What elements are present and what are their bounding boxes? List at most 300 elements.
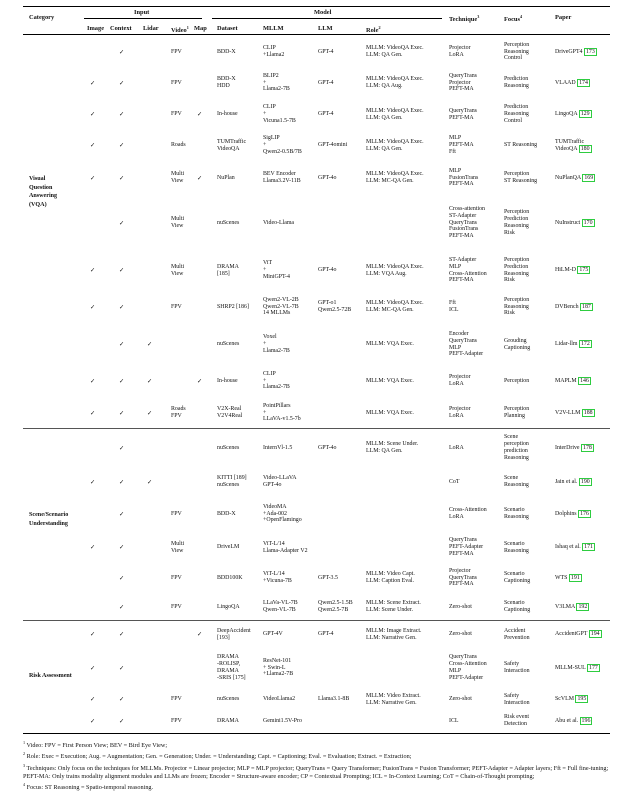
mllm-name: ViT-L/14 — [263, 540, 285, 547]
focus-text: Reasoning — [504, 223, 529, 229]
paper-citation: TUMTraffic — [555, 138, 585, 145]
context-check: ✓ — [119, 267, 125, 275]
paper-citation: Abu et al. 196 — [555, 717, 591, 724]
table-bottom-rule — [23, 733, 610, 734]
mllm-name: PointPillars — [263, 402, 291, 409]
paper-citation: Dolphins 176 — [555, 510, 589, 517]
dataset-name: LingoQA — [217, 603, 240, 610]
technique-name: Cross-Attention — [449, 507, 487, 514]
paper-citation: Jain et al. 190 — [555, 478, 590, 485]
mllm-name: Llama2-7B — [263, 384, 290, 391]
focus-text: Reasoning — [504, 303, 529, 310]
context-check: ✓ — [119, 664, 125, 672]
mllm-name: LLaVa-VL-7B — [263, 600, 298, 607]
llm-name: Qwen2.5-72B — [318, 307, 352, 313]
header-context: Context — [110, 25, 132, 32]
context-check: ✓ — [119, 544, 125, 552]
map-check: ✓ — [197, 174, 203, 182]
technique-name: ICL — [449, 307, 459, 313]
role-text: LLM: QA Gen. — [366, 52, 403, 58]
mllm-name: + — [263, 409, 267, 416]
focus-text: prediction — [504, 448, 528, 454]
citation-link[interactable]: 192 — [578, 603, 588, 610]
image-check: ✓ — [90, 111, 96, 119]
technique-name: QueryTrans — [449, 72, 477, 79]
role-text: LLM: MC-QA Gen. — [366, 307, 414, 313]
role-text: LLM: QA Gen. — [366, 114, 403, 121]
technique-name: MLP — [449, 344, 462, 351]
citation-link[interactable]: 195 — [577, 696, 587, 703]
focus-text: ST Reasoning — [504, 142, 538, 149]
context-check: ✓ — [119, 111, 125, 119]
llm-name: GPT-4o — [318, 444, 337, 451]
focus-text: Prevention — [504, 634, 530, 641]
citation-link[interactable]: 172 — [580, 341, 590, 348]
citation-link[interactable]: 176 — [580, 510, 589, 517]
mllm-name: Qwen-VL-7B — [263, 607, 296, 613]
citation-link[interactable]: 170 — [583, 219, 593, 226]
image-check: ✓ — [90, 303, 96, 311]
paper-citation: MAPLM 146 — [555, 377, 589, 384]
technique-name: Zero-shot — [449, 631, 472, 638]
header-lidar: Lidar — [143, 25, 159, 32]
dataset-name: HDD — [217, 83, 230, 89]
paper-citation: NuInstruct 170 — [555, 219, 593, 226]
image-check: ✓ — [90, 79, 96, 87]
technique-name: PEFT-MA — [449, 581, 474, 588]
dataset-name: nuScenes — [217, 341, 240, 348]
mllm-name: GPT-4V — [263, 631, 283, 638]
technique-name: PEFT-Adapter — [449, 351, 484, 358]
citation-link[interactable]: 196 — [581, 717, 591, 724]
mllm-name: Qwen2-VL-2B — [263, 296, 299, 303]
role-text: MLLM: Scene Under. — [366, 441, 419, 448]
citation-link[interactable]: 177 — [589, 664, 598, 671]
role-text: LLM: Caption Eval. — [366, 578, 414, 584]
dataset-name: V2V4Real — [217, 413, 243, 419]
technique-name: MLP — [449, 135, 462, 142]
mllm-name: + — [263, 142, 267, 149]
technique-name: ST-Adapter — [449, 212, 477, 219]
video-type: Multi — [171, 263, 185, 270]
context-check: ✓ — [119, 79, 125, 87]
header-dataset: Dataset — [217, 25, 238, 32]
technique-name: LoRA — [449, 444, 464, 451]
llm-name: GPT-4 — [318, 48, 334, 55]
technique-name: LoRA — [449, 381, 464, 387]
technique-name: Fft — [449, 300, 456, 307]
mllm-name: Gemini1.5V-Pro — [263, 717, 302, 724]
focus-text: Scene — [504, 434, 519, 441]
role-text: MLLM: Video Capt. — [366, 571, 415, 578]
focus-text: Reasoning — [504, 111, 529, 118]
technique-name: Zero-shot — [449, 696, 472, 703]
context-check: ✓ — [119, 478, 125, 486]
header-model-group: Model — [314, 9, 332, 16]
category-label: Answering — [29, 193, 58, 200]
mllm-name: CLIP — [263, 104, 276, 111]
technique-name: PEFT-MA — [449, 233, 474, 240]
focus-text: Captioning — [504, 578, 531, 584]
role-text: LLM: MC-QA Gen. — [366, 178, 414, 184]
focus-text: Interaction — [504, 668, 530, 674]
header-paper: Paper — [555, 14, 572, 21]
mllm-name: Video-LLaVA — [263, 475, 297, 482]
mllm-name: Video-Llama — [263, 219, 295, 226]
paper-citation: HiLM-D 175 — [555, 267, 589, 274]
llm-name: GPT-4o — [318, 267, 337, 274]
video-type: FPV — [171, 48, 182, 55]
focus-text: Scenario — [504, 540, 525, 547]
mllm-name: VideoLlama2 — [263, 696, 296, 703]
dataset-name: -ROLISP, — [217, 661, 241, 668]
context-check: ✓ — [119, 631, 125, 639]
lidar-check: ✓ — [147, 341, 153, 349]
paper-citation: Lidar-llm 172 — [555, 341, 590, 348]
group-rule — [23, 428, 610, 429]
video-type: FPV — [171, 717, 182, 724]
mllm-name: ViT-L/14 — [263, 571, 285, 578]
focus-text: Captioning — [504, 344, 531, 351]
mllm-name: Llama2-7B — [263, 86, 290, 93]
paper-citation: LingoQA 129 — [555, 111, 590, 118]
image-check: ✓ — [90, 142, 96, 150]
focus-text: Grouding — [504, 337, 527, 344]
context-check: ✓ — [119, 174, 125, 182]
video-type: Multi — [171, 216, 185, 223]
dataset-name: BDD100K — [217, 574, 243, 581]
llm-name: GPT-4omini — [318, 142, 348, 149]
llm-name: GPT-o1 — [318, 300, 337, 307]
mllm-name: ResNet-101 — [263, 657, 292, 664]
mllm-name: +Ada-002 — [263, 510, 287, 517]
technique-name: QueryTrans — [449, 337, 477, 344]
technique-name: QueryTrans — [449, 107, 477, 114]
focus-text: Risk — [504, 229, 515, 236]
table-top-rule — [23, 6, 610, 7]
mllm-name: Voxel — [263, 334, 277, 341]
focus-text: Reasoning — [504, 83, 529, 89]
mllm-name: VideoMA — [263, 503, 287, 510]
technique-name: PEFT-MA — [449, 181, 474, 188]
citation-link[interactable]: 191 — [570, 574, 580, 581]
citation-link[interactable]: 194 — [590, 631, 600, 638]
context-check: ✓ — [119, 409, 125, 417]
mllm-name: SigLIP — [263, 135, 280, 142]
mllm-name: + — [263, 267, 267, 274]
video-type: FPV — [171, 79, 182, 86]
context-check: ✓ — [119, 510, 125, 518]
footnote-focus: $^4$ Focus: ST Reasoning = Spatio-temporal reasoning. — [23, 782, 154, 792]
video-type: Multi — [171, 540, 185, 547]
role-text: MLLM: VideoQA Exec. — [366, 263, 424, 270]
citation-link[interactable]: 180 — [580, 145, 590, 152]
context-check: ✓ — [119, 219, 125, 227]
context-check: ✓ — [119, 48, 125, 56]
citation-link[interactable]: 174 — [579, 79, 588, 86]
llm-name: GPT-4 — [318, 631, 334, 638]
dataset-name: In-house — [217, 377, 238, 384]
llm-name: GPT-3.5 — [318, 574, 338, 581]
category-label: Question — [29, 184, 53, 191]
video-type: View — [171, 223, 184, 229]
llm-name: Llama3.1-8B — [318, 696, 350, 703]
llm-name: GPT-4o — [318, 174, 337, 181]
header-llm: LLM — [318, 25, 333, 32]
mllm-name: + Swin-L — [263, 664, 286, 671]
mllm-name: +Llama2-7B — [263, 671, 294, 678]
citation-link[interactable]: 146 — [580, 377, 589, 384]
focus-text: Scenario — [504, 507, 525, 514]
technique-name: Projector — [449, 406, 471, 413]
technique-name: QueryTrans — [449, 219, 477, 226]
llm-name: Qwen2.5-7B — [318, 607, 349, 613]
technique-name: LoRA — [449, 514, 464, 520]
focus-text: Planning — [504, 413, 525, 419]
dataset-name: [193] — [217, 634, 230, 641]
paper-citation: NuPlanQA 169 — [555, 174, 594, 181]
footnote-role: $^2$ Role: Exec = Execution; Aug. = Augmentation; Gen. = Generation; Under. = Understanding; Capt. = Captioning; Eval. = Evaluation; Extract. = Extraction; — [23, 751, 412, 761]
technique-name: Encoder — [449, 330, 469, 337]
dataset-name: V2X-Real — [217, 406, 242, 413]
video-type: Roads — [171, 406, 186, 413]
focus-text: Safety — [504, 692, 520, 699]
role-text: MLLM: VideoQA Exec. — [366, 138, 424, 145]
image-check: ✓ — [90, 717, 96, 725]
header-map: Map — [194, 25, 207, 32]
technique-name: Zero-shot — [449, 603, 472, 610]
image-check: ✓ — [90, 696, 96, 704]
dataset-name: -SRIS [175] — [217, 674, 246, 681]
focus-text: Scenario — [504, 600, 525, 607]
paper-citation: DVBench 187 — [555, 303, 591, 310]
paper-citation: DriveGPT4 173 — [555, 48, 595, 55]
technique-name: FusionTrans — [449, 226, 479, 233]
dataset-name: nuScenes — [217, 219, 240, 226]
technique-name: CoT — [449, 478, 460, 485]
mllm-name: InternVl-1.5 — [263, 444, 293, 451]
technique-name: Fft — [449, 148, 456, 155]
video-type: FPV — [171, 413, 182, 419]
mllm-name: Qwen2-0.5B/7B — [263, 148, 302, 155]
technique-name: LoRA — [449, 413, 464, 419]
video-type: Roads — [171, 142, 186, 149]
role-text: LLM: Narrative Gen. — [366, 699, 417, 706]
dataset-name: DeepAccident — [217, 627, 251, 634]
category-label: (VQA) — [29, 201, 47, 208]
group-rule — [23, 620, 610, 621]
technique-name: Cross-Attention — [449, 661, 487, 668]
focus-text: Interaction — [504, 699, 530, 706]
map-check: ✓ — [197, 111, 203, 119]
role-text: MLLM: Image Extract. — [366, 627, 422, 634]
technique-name: PEFT-MA — [449, 86, 474, 93]
header-category: Category — [29, 14, 55, 21]
dataset-name: VideoQA — [217, 145, 240, 152]
focus-text: Perception — [504, 171, 530, 178]
dataset-name: TUMTraffic — [217, 138, 247, 145]
citation-link[interactable]: 171 — [584, 544, 593, 551]
technique-name: QueryTrans — [449, 654, 477, 661]
citation-link[interactable]: 169 — [584, 174, 594, 181]
technique-name: Projector — [449, 567, 471, 574]
category-label: Risk Assessment — [29, 673, 72, 679]
mllm-name: ViT — [263, 260, 273, 267]
technique-name: PEFT-Adapter — [449, 674, 484, 681]
technique-name: MLP — [449, 167, 462, 174]
lidar-check: ✓ — [147, 377, 153, 385]
category-label: Understanding — [29, 520, 68, 527]
citation-link[interactable]: 175 — [579, 267, 589, 274]
mllm-name: Llama3.2V-11B — [263, 178, 301, 184]
role-text: LLM: Narrative Gen. — [366, 634, 417, 641]
role-text: MLLM: VideoQA Exec. — [366, 107, 424, 114]
focus-text: Captioning — [504, 607, 531, 613]
technique-name: QueryTrans — [449, 537, 477, 544]
context-check: ✓ — [119, 444, 125, 452]
lidar-check: ✓ — [147, 409, 153, 417]
mllm-name: + — [263, 79, 267, 86]
focus-text: Prediction — [504, 104, 529, 111]
focus-text: perception — [504, 441, 529, 448]
mllm-name: MiniGPT-4 — [263, 273, 290, 280]
role-text: MLLM: Scene Extract. — [366, 600, 421, 607]
dataset-name: DRAMA — [217, 668, 239, 674]
citation-link[interactable]: 173 — [585, 48, 595, 55]
dataset-name: DriveLM — [217, 544, 240, 551]
header-technique: Technique$^3$ — [449, 14, 480, 24]
citation-link[interactable]: 178 — [583, 444, 592, 451]
video-type: FPV — [171, 510, 182, 517]
role-text: LLM: QA Gen. — [366, 145, 403, 152]
dataset-name: BDD-X — [217, 48, 236, 55]
focus-text: Reasoning — [504, 547, 529, 554]
citation-link[interactable]: 187 — [582, 303, 591, 310]
header-bottom-rule — [23, 34, 610, 35]
mllm-name: Vicuna1.5-7B — [263, 117, 296, 124]
header-mllm: MLLM — [263, 25, 284, 32]
focus-text: Scene — [504, 475, 519, 482]
header-image: Image — [87, 25, 105, 32]
focus-text: Reasoning — [504, 482, 529, 488]
mllm-name: +Llama2 — [263, 52, 285, 58]
map-check: ✓ — [197, 631, 203, 639]
video-type: View — [171, 270, 184, 277]
llm-name: GPT-4 — [318, 111, 334, 118]
technique-name: Projector — [449, 45, 471, 52]
focus-text: Reasoning — [504, 514, 529, 520]
focus-text: Perception — [504, 377, 530, 384]
video-type: FPV — [171, 603, 182, 610]
focus-text: Perception — [504, 406, 530, 413]
dataset-name: DRAMA — [217, 263, 239, 270]
paper-citation: InterDrive 178 — [555, 444, 592, 451]
dataset-name: NuPlan — [217, 174, 235, 181]
technique-name: Cross-Attention — [449, 270, 487, 277]
header-focus: Focus$^4$ — [504, 14, 523, 24]
mllm-name: Llama2-7B — [263, 347, 290, 354]
role-text: MLLM: VQA Exec. — [366, 409, 414, 416]
citation-link[interactable]: 129 — [580, 111, 590, 118]
paper-citation: ScVLM 195 — [555, 696, 587, 703]
technique-name: LoRA — [449, 52, 464, 58]
role-text: LLM: VQA Aug. — [366, 270, 407, 277]
technique-name: FusionTrans — [449, 174, 479, 181]
category-label: Scene/Scenario — [29, 512, 69, 518]
video-type: View — [171, 547, 184, 554]
technique-name: PEFT-Adapter — [449, 544, 484, 551]
model-group-rule — [212, 18, 442, 19]
role-text: MLLM: VQA Exec. — [366, 341, 414, 348]
mllm-name: LLaVA-v1.5-7b — [263, 416, 301, 423]
role-text: MLLM: VideoQA Exec. — [366, 76, 424, 83]
footnote-techniques: $^3$ Techniques: Only focus on the techniques for MLLMs. Projector = Linear projector; MLP = MLP projector; QueryTrans = Query Transformer; FusionTrans = Fusion Transformer; PEFT-Adapter = Adapter layers; Fft = Full fine-tuning; PEFT-MA: Only trains modality alignment modules and LLMs are frozen; Encoder = Structure-aware encoder; CP = Contextual Prompting; ICL = In-Context Learning; CoT = Chain-of-Thought prompting; — [23, 762, 609, 780]
image-check: ✓ — [90, 174, 96, 182]
footnotes — [23, 739, 613, 792]
mllm-name: +Vicuna-7B — [263, 578, 292, 584]
mllm-name: GPT-4o — [263, 482, 282, 488]
video-type: FPV — [171, 111, 182, 118]
citation-link[interactable]: 188 — [583, 409, 593, 416]
technique-name: PEFT-MA — [449, 550, 474, 557]
role-text: MLLM: VideoQA Exec. — [366, 171, 424, 178]
context-check: ✓ — [119, 377, 125, 385]
context-check: ✓ — [119, 603, 125, 611]
video-type: Multi — [171, 171, 185, 178]
focus-text: Risk event — [504, 714, 530, 721]
focus-text: Scenario — [504, 571, 525, 578]
footnote-video: $^1$ Video: FPV = First Person View; BEV = Bird Eye View; — [23, 740, 168, 750]
focus-text: Control — [504, 55, 522, 62]
mllm-name: BLIP2 — [263, 72, 279, 79]
context-check: ✓ — [119, 142, 125, 150]
mllm-name: + — [263, 111, 267, 118]
image-check: ✓ — [90, 544, 96, 552]
role-text: MLLM: VideoQA Exec. — [366, 45, 424, 52]
header-role: Role$^2$ — [366, 25, 381, 35]
technique-name: ST-Adapter — [449, 256, 477, 263]
image-check: ✓ — [90, 478, 96, 486]
mllm-name: Qwen2-VL-7B — [263, 303, 299, 310]
header-video: Video$^1$ — [171, 25, 189, 35]
technique-name: Cross-attention — [449, 206, 485, 212]
dataset-name: DRAMA — [217, 654, 239, 661]
video-type: FPV — [171, 303, 182, 310]
image-check: ✓ — [90, 631, 96, 639]
image-check: ✓ — [90, 267, 96, 275]
llm-name: GPT-4 — [318, 79, 334, 86]
focus-text: Prediction — [504, 263, 529, 270]
technique-name: Projector — [449, 79, 471, 86]
citation-link[interactable]: 190 — [580, 478, 590, 485]
focus-text: Perception — [504, 256, 530, 263]
technique-name: MLP — [449, 668, 462, 674]
focus-text: Prediction — [504, 76, 529, 83]
dataset-name: nuScenes — [217, 482, 240, 488]
dataset-name: DRAMA — [217, 717, 239, 724]
mllm-name: Llama-Adapter V2 — [263, 547, 308, 554]
paper-citation: MLLM-SUL 177 — [555, 664, 598, 671]
technique-name: Projector — [449, 374, 471, 381]
focus-text: Reasoning — [504, 454, 529, 461]
focus-text: Reasoning — [504, 270, 529, 277]
focus-text: Detection — [504, 721, 527, 727]
mllm-name: BEV Encoder — [263, 171, 296, 178]
role-text: LLM: QA Aug. — [366, 83, 403, 89]
focus-text: Reasoning — [504, 48, 529, 55]
mllm-name: CLIP — [263, 370, 276, 377]
role-text: MLLM: Video Extract. — [366, 692, 421, 699]
